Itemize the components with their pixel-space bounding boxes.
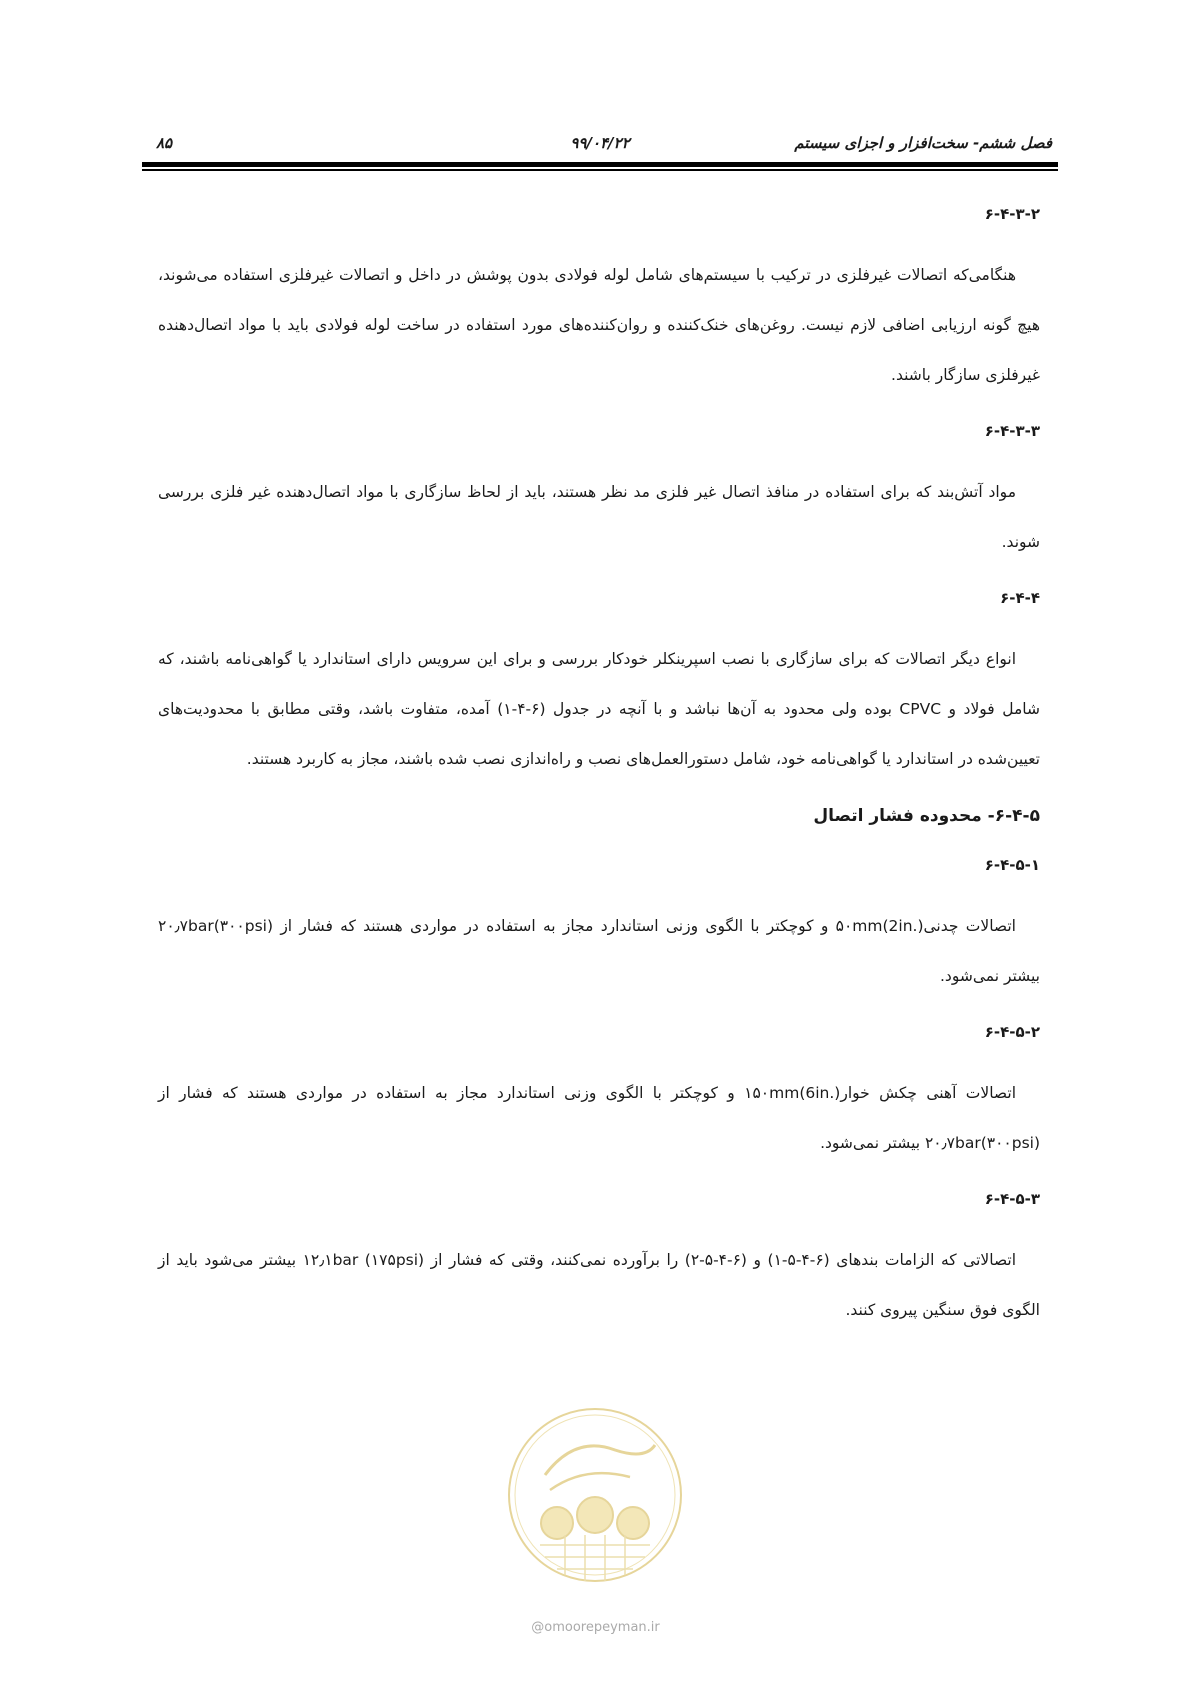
revision-date: ۹۹/۰۴/۲۲: [570, 134, 630, 152]
page-header: [148, 130, 1052, 156]
header-rule-thin: [142, 169, 1058, 171]
section-paragraph: اتصالاتی که الزامات بندهای (۶-۴-۵-۱) و (۶-۴-۵-۲) را برآورده نمی‌کنند، وقتی که فشار از ۱۲٫۱bar (۱۷۵psi) بیشتر می‌شود باید از الگوی فوق سنگین پیروی کنند.: [158, 1251, 1040, 1319]
watermark-seal-logo: [505, 1405, 685, 1585]
section-paragraph: اتصالات چدنی۵۰mm(2in.) و کوچکتر با الگوی وزنی استاندارد مجاز به استفاده در مواردی هستند که فشار از ۲۰٫۷bar(۳۰۰psi) بیشتر نمی‌شود.: [158, 917, 1040, 985]
page-body: [158, 205, 1040, 1357]
section-number: ۶-۴-۵-۳: [984, 1190, 1040, 1208]
chapter-title: فصل ششم- سخت‌افزار و اجزای سیستم: [794, 134, 1052, 152]
page-number: ۸۵: [156, 134, 173, 152]
section-paragraph: انواع دیگر اتصالات که برای سازگاری با نصب اسپرینکلر خودکار بررسی و برای این سرویس دارای استاندارد یا گواهی‌نامه باشند، که شامل فولاد و CPVC بوده ولی محدود به آن‌ها نباشد و با آنچه در جدول (۶-۴-۱) آمده، متفاوت باشد، وقتی مطابق با محدودیت‌های تعیین‌شده در استاندارد یا گواهی‌نامه خود، شامل دستورالعمل‌های نصب و راه‌اندازی نصب شده باشند، مجاز به کاربرد هستند.: [158, 650, 1040, 768]
section-number: ۶-۴-۳-۲: [984, 205, 1040, 223]
section-number: ۶-۴-۵-۲: [984, 1023, 1040, 1041]
subsection-heading: ۶-۴-۵- محدوده فشار اتصال: [813, 806, 1040, 826]
section-paragraph: هنگامی‌که اتصالات غیرفلزی در ترکیب با سیستم‌های شامل لوله فولادی بدون پوشش در داخل و اتصالات غیرفلزی استفاده می‌شوند، هیچ گونه ارزیابی اضافی لازم نیست. روغن‌های خنک‌کننده و روان‌کننده‌های مورد استفاده در ساخت لوله فولادی باید با مواد اتصال‌دهنده غیرفلزی سازگار باشند.: [158, 266, 1040, 384]
section-paragraph: اتصالات آهنی چکش خوار۱۵۰mm(6in.) و کوچکتر با الگوی وزنی استاندارد مجاز به استفاده در مواردی هستند که فشار از ۲۰٫۷bar(۳۰۰psi) بیشتر نمی‌شود.: [158, 1084, 1040, 1152]
section-paragraph: مواد آتش‌بند که برای استفاده در منافذ اتصال غیر فلزی مد نظر هستند، باید از لحاظ سازگاری با مواد اتصال‌دهنده غیر فلزی بررسی شوند.: [158, 483, 1040, 551]
header-rule-thick: [142, 162, 1058, 167]
footer-url: @omoorepeyman.ir: [531, 1620, 660, 1635]
section-number: ۶-۴-۴: [1000, 589, 1040, 607]
section-number: ۶-۴-۳-۳: [984, 422, 1040, 440]
section-number: ۶-۴-۵-۱: [984, 856, 1040, 874]
